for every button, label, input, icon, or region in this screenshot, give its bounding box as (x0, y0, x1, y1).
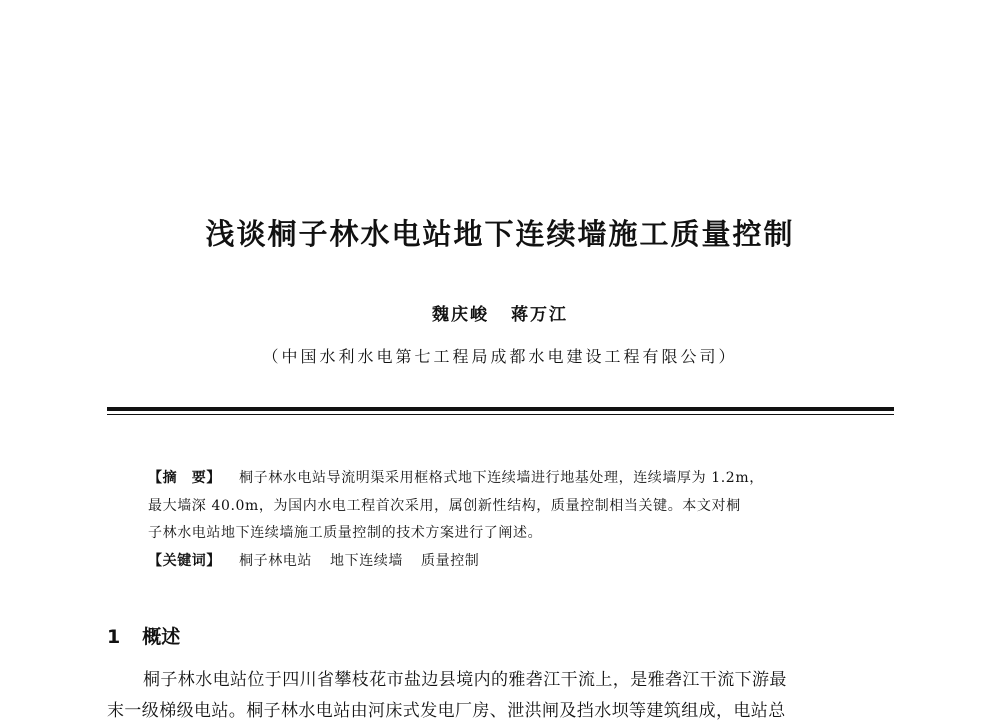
abstract-label: 【摘 要】 (148, 470, 221, 486)
keyword-1: 桐子林电站 (239, 552, 312, 569)
abstract-line-1 (148, 465, 858, 493)
abstract-line-2: 最大墙深 40.0m，为国内水电工程首次采用，属创新性结构，质量控制相当关键。本文对桐 (148, 497, 741, 514)
abstract-text-1: 桐子林水电站导流明渠采用框格式地下连续墙进行地基处理，连续墙厚为 1.2m， (239, 470, 764, 486)
section-number: 1 (107, 626, 121, 648)
keywords-label: 【关键词】 (148, 552, 221, 569)
keywords-line (148, 548, 858, 576)
paper-authors: 魏庆峻 蒋万江 (432, 305, 568, 325)
header-rule-thin (107, 414, 894, 415)
section-title: 概述 (142, 626, 181, 648)
body-line-2: 末一级梯级电站。桐子林水电站由河床式发电厂房、泄洪闸及挡水坝等建筑组成，电站总 (107, 701, 786, 721)
section-body (107, 665, 897, 727)
body-line-1: 桐子林水电站位于四川省攀枝花市盐边县境内的雅砻江干流上，是雅砻江干流下游最 (143, 670, 787, 690)
abstract-block (148, 465, 858, 575)
header-rule-thick (107, 407, 894, 411)
paper-title: 浅谈桐子林水电站地下连续墙施工质量控制 (205, 217, 795, 251)
keyword-2: 地下连续墙 (330, 552, 403, 569)
paper-affiliation: （中国水利水电第七工程局成都水电建设工程有限公司） (262, 347, 738, 366)
section-heading (107, 622, 180, 649)
abstract-line-3: 子林水电站地下连续墙施工质量控制的技术方案进行了阐述。 (148, 525, 543, 541)
keyword-3: 质量控制 (421, 552, 480, 569)
